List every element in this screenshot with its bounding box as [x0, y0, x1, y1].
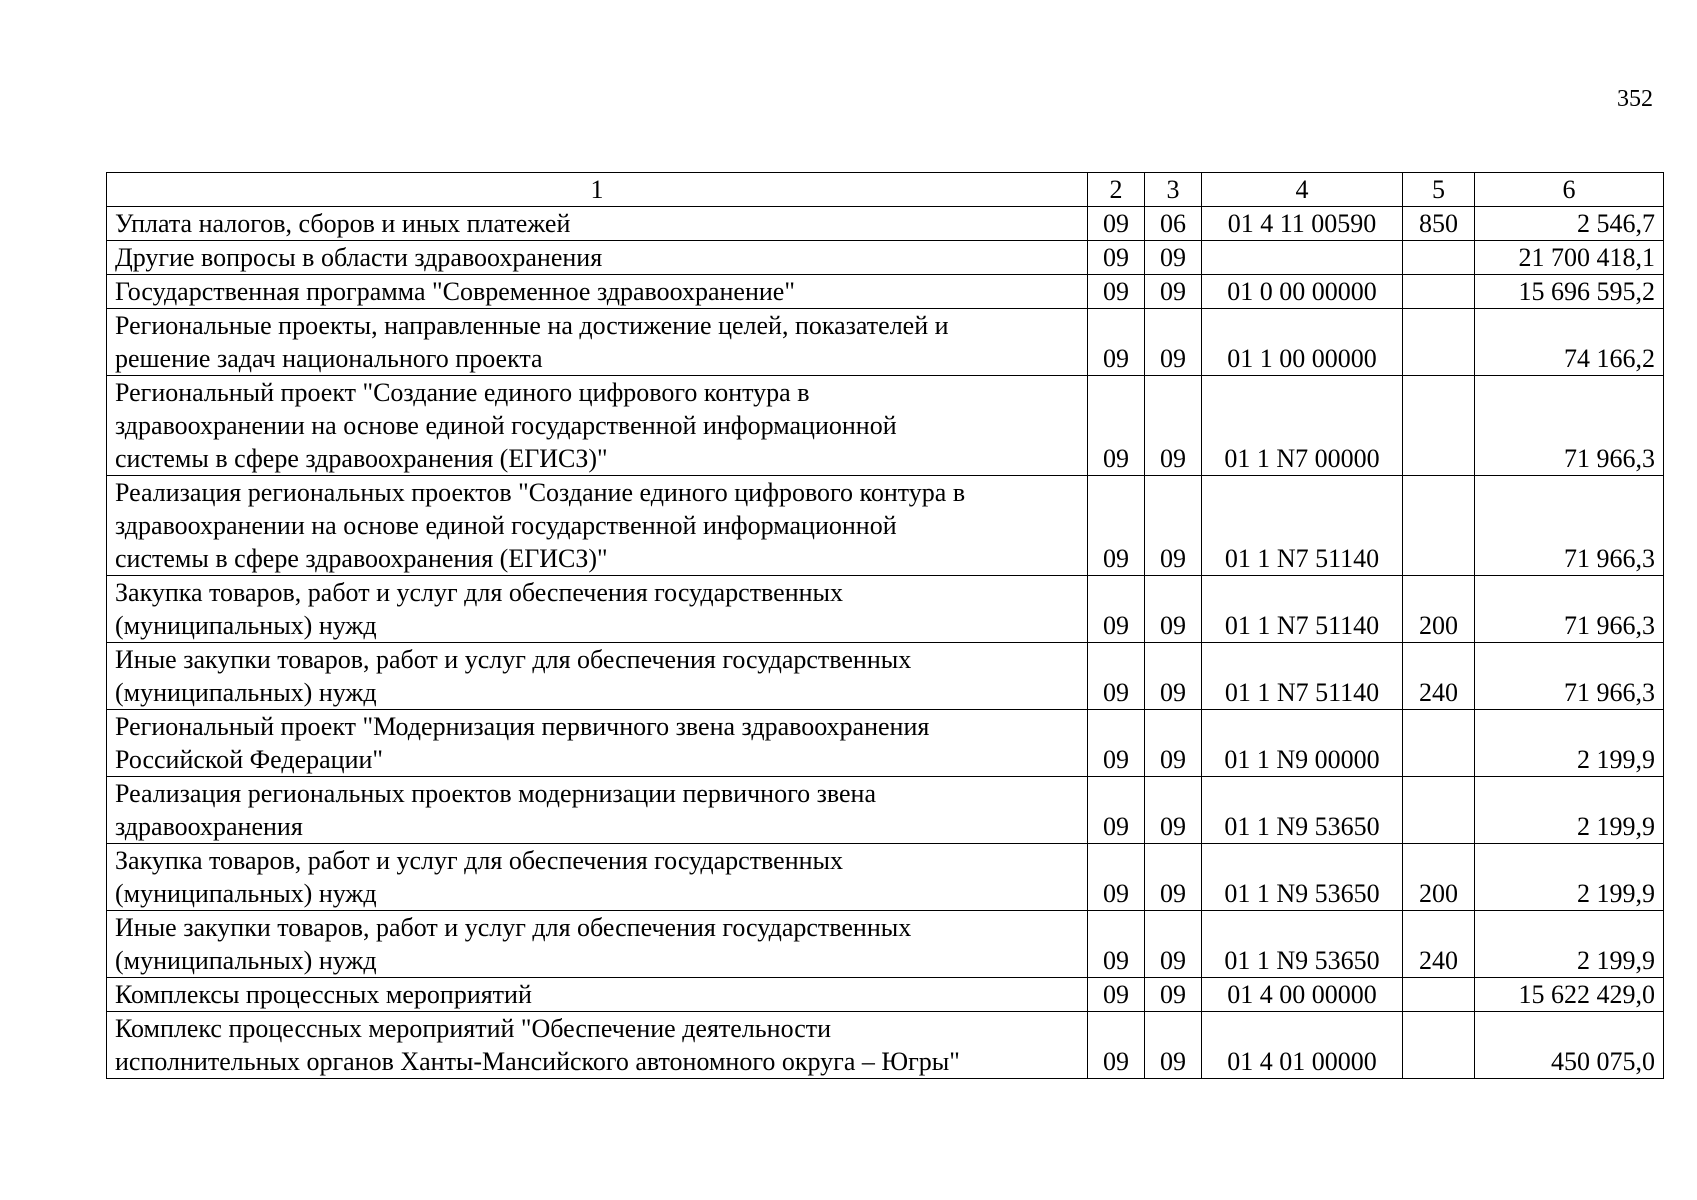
row-name: Уплата налогов, сборов и иных платежей: [107, 207, 1088, 241]
row-amount: 21 700 418,1: [1475, 241, 1664, 275]
row-expense-type: 240: [1403, 911, 1475, 978]
row-section: 09: [1088, 309, 1145, 376]
row-name: Государственная программа "Современное здравоохранение": [107, 275, 1088, 309]
row-expense-type: [1403, 376, 1475, 476]
row-expense-type: [1403, 710, 1475, 777]
row-name: Региональный проект "Создание единого цифрового контура в здравоохранении на основе единой государственной информационной системы в сфере здравоохранения (ЕГИСЗ)": [107, 376, 1088, 476]
row-name: Закупка товаров, работ и услуг для обеспечения государственных (муниципальных) нужд: [107, 576, 1088, 643]
row-name: Реализация региональных проектов "Создание единого цифрового контура в здравоохранении на основе единой государственной информационной системы в сфере здравоохранения (ЕГИСЗ)": [107, 476, 1088, 576]
row-amount: 71 966,3: [1475, 376, 1664, 476]
row-section: 09: [1088, 911, 1145, 978]
row-subsection: 06: [1145, 207, 1202, 241]
row-expense-type: [1403, 275, 1475, 309]
row-expense-type: [1403, 476, 1475, 576]
header-col-2: 2: [1088, 173, 1145, 207]
row-target-code: 01 4 01 00000: [1202, 1012, 1403, 1079]
row-subsection: 09: [1145, 309, 1202, 376]
row-amount: 2 546,7: [1475, 207, 1664, 241]
header-col-6: 6: [1475, 173, 1664, 207]
row-section: 09: [1088, 777, 1145, 844]
row-expense-type: [1403, 241, 1475, 275]
row-target-code: 01 1 00 00000: [1202, 309, 1403, 376]
row-expense-type: 200: [1403, 844, 1475, 911]
row-target-code: 01 4 11 00590: [1202, 207, 1403, 241]
row-subsection: 09: [1145, 643, 1202, 710]
row-expense-type: [1403, 777, 1475, 844]
row-section: 09: [1088, 207, 1145, 241]
row-amount: 71 966,3: [1475, 643, 1664, 710]
row-target-code: 01 1 N9 53650: [1202, 844, 1403, 911]
row-target-code: 01 1 N9 53650: [1202, 911, 1403, 978]
row-subsection: 09: [1145, 844, 1202, 911]
row-subsection: 09: [1145, 275, 1202, 309]
row-target-code: 01 1 N9 00000: [1202, 710, 1403, 777]
row-subsection: 09: [1145, 911, 1202, 978]
row-section: 09: [1088, 1012, 1145, 1079]
row-section: 09: [1088, 978, 1145, 1012]
table-row: [107, 576, 1664, 643]
table-row: [107, 275, 1664, 309]
row-section: 09: [1088, 275, 1145, 309]
table-row: [107, 978, 1664, 1012]
header-row: [107, 173, 1664, 207]
row-name: Региональный проект "Модернизация первичного звена здравоохранения Российской Федерации": [107, 710, 1088, 777]
row-section: 09: [1088, 710, 1145, 777]
row-name: Региональные проекты, направленные на достижение целей, показателей и решение задач национального проекта: [107, 309, 1088, 376]
table-row: [107, 643, 1664, 710]
row-amount: 74 166,2: [1475, 309, 1664, 376]
row-name: Реализация региональных проектов модернизации первичного звена здравоохранения: [107, 777, 1088, 844]
table-row: [107, 911, 1664, 978]
row-amount: 2 199,9: [1475, 911, 1664, 978]
table-row: [107, 710, 1664, 777]
table-row: [107, 207, 1664, 241]
row-expense-type: 850: [1403, 207, 1475, 241]
row-target-code: 01 1 N7 51140: [1202, 576, 1403, 643]
table-row: [107, 376, 1664, 476]
table-row: [107, 777, 1664, 844]
budget-table: [106, 172, 1664, 1079]
row-amount: 450 075,0: [1475, 1012, 1664, 1079]
row-subsection: 09: [1145, 777, 1202, 844]
table-row: [107, 241, 1664, 275]
row-target-code: 01 4 00 00000: [1202, 978, 1403, 1012]
row-amount: 71 966,3: [1475, 476, 1664, 576]
page-number: 352: [1617, 86, 1653, 112]
row-name: Иные закупки товаров, работ и услуг для обеспечения государственных (муниципальных) нужд: [107, 911, 1088, 978]
row-section: 09: [1088, 643, 1145, 710]
row-subsection: 09: [1145, 376, 1202, 476]
row-expense-type: [1403, 309, 1475, 376]
row-name: Закупка товаров, работ и услуг для обеспечения государственных (муниципальных) нужд: [107, 844, 1088, 911]
row-section: 09: [1088, 241, 1145, 275]
row-amount: 2 199,9: [1475, 844, 1664, 911]
row-section: 09: [1088, 476, 1145, 576]
row-expense-type: [1403, 978, 1475, 1012]
row-expense-type: [1403, 1012, 1475, 1079]
header-col-4: 4: [1202, 173, 1403, 207]
row-section: 09: [1088, 844, 1145, 911]
row-target-code: [1202, 241, 1403, 275]
row-subsection: 09: [1145, 710, 1202, 777]
header-col-5: 5: [1403, 173, 1475, 207]
row-target-code: 01 0 00 00000: [1202, 275, 1403, 309]
row-name: Иные закупки товаров, работ и услуг для обеспечения государственных (муниципальных) нужд: [107, 643, 1088, 710]
row-section: 09: [1088, 376, 1145, 476]
table-row: [107, 1012, 1664, 1079]
row-amount: 71 966,3: [1475, 576, 1664, 643]
row-amount: 2 199,9: [1475, 777, 1664, 844]
row-section: 09: [1088, 576, 1145, 643]
row-name: Комплексы процессных мероприятий: [107, 978, 1088, 1012]
row-target-code: 01 1 N7 51140: [1202, 643, 1403, 710]
row-name: Комплекс процессных мероприятий "Обеспечение деятельности исполнительных органов Ханты-Мансийского автономного округа – Югры": [107, 1012, 1088, 1079]
row-amount: 15 696 595,2: [1475, 275, 1664, 309]
row-subsection: 09: [1145, 476, 1202, 576]
row-target-code: 01 1 N7 51140: [1202, 476, 1403, 576]
row-name: Другие вопросы в области здравоохранения: [107, 241, 1088, 275]
table-row: [107, 844, 1664, 911]
row-amount: 2 199,9: [1475, 710, 1664, 777]
row-expense-type: 240: [1403, 643, 1475, 710]
row-amount: 15 622 429,0: [1475, 978, 1664, 1012]
table-row: [107, 309, 1664, 376]
row-subsection: 09: [1145, 241, 1202, 275]
row-subsection: 09: [1145, 1012, 1202, 1079]
row-subsection: 09: [1145, 576, 1202, 643]
row-expense-type: 200: [1403, 576, 1475, 643]
header-col-3: 3: [1145, 173, 1202, 207]
table-row: [107, 476, 1664, 576]
row-subsection: 09: [1145, 978, 1202, 1012]
header-col-1: 1: [107, 173, 1088, 207]
row-target-code: 01 1 N7 00000: [1202, 376, 1403, 476]
row-target-code: 01 1 N9 53650: [1202, 777, 1403, 844]
